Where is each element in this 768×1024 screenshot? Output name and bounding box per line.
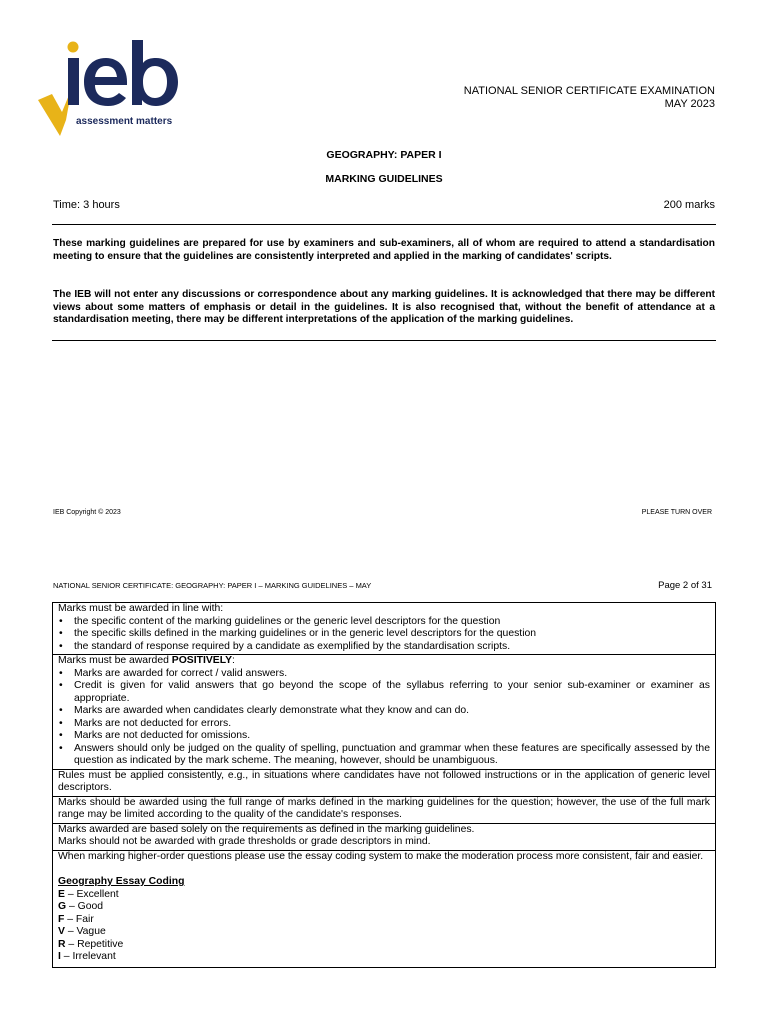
list-item: • Marks are not deducted for errors. [58, 718, 710, 731]
code-letter: G [58, 901, 67, 912]
essay-coding-title: Geography Essay Coding [58, 876, 185, 887]
code-meaning: – Good [66, 901, 104, 912]
row5-line2: Marks should not be awarded with grade thresholds or grade descriptors in mind. [58, 836, 431, 847]
table-row [53, 796, 716, 823]
table-cell [53, 823, 716, 850]
code-meaning: – Repetitive [65, 938, 124, 950]
subject-title: GEOGRAPHY: PAPER I [326, 149, 442, 161]
row2-colon: : [232, 655, 235, 666]
list-item: • Marks are awarded when candidates clearly demonstrate what they know and can do. [58, 705, 710, 718]
code-meaning: – Vague [64, 926, 106, 937]
row2-list [58, 668, 710, 768]
intro-paragraph-2: The IEB will not enter any discussions or correspondence about any marking guidelines. It is acknowledged that there may be different views about some matters of emphasis or detail in the guidelines. It is also recognised that, without the benefit of attendance at a standardisation meeting, there may be different interpretations of the application of the marking guidelines. [53, 289, 715, 326]
ieb-logo-graphic [36, 38, 196, 138]
list-item: • the specific skills defined in the marking guidelines or in the generic level descriptors for the question [58, 628, 710, 641]
code-meaning: – Irrelevant [60, 951, 116, 962]
list-item: • Marks are not deducted for omissions. [58, 730, 710, 743]
row1-intro: Marks must be awarded in line with: [58, 603, 224, 614]
document-title: MARKING GUIDELINES [325, 173, 443, 185]
code-letter: F [58, 913, 65, 925]
page-number: Page 2 of 31 [658, 580, 712, 591]
list-item: • the specific content of the marking guidelines or the generic level descriptors for the question [58, 616, 710, 629]
row1-list [58, 616, 710, 654]
table-row [53, 850, 716, 967]
table-cell: Rules must be applied consistently, e.g., in situations where candidates have not followed instructions or in the application of generic level descriptors. [53, 769, 716, 796]
total-marks: 200 marks [663, 199, 715, 211]
divider-top [52, 224, 716, 225]
exam-name: NATIONAL SENIOR CERTIFICATE EXAMINATION [463, 85, 715, 97]
row6-text: When marking higher-order questions please use the essay coding system to make the moderation process more consistent, fair and easier. [58, 850, 704, 862]
code-item [58, 889, 710, 902]
table-row [53, 655, 716, 770]
list-item: • Credit is given for valid answers that go beyond the scope of the syllabus referring to your senior sub-examiner or examiner as appropriate. [58, 680, 710, 705]
marking-principles-table [52, 602, 716, 968]
exam-date: MAY 2023 [664, 98, 715, 110]
logo-tagline: assessment matters [76, 116, 173, 127]
exam-header [464, 85, 715, 111]
code-letter: V [58, 926, 65, 937]
code-item [58, 939, 710, 952]
table-cell [53, 850, 716, 967]
code-item [58, 951, 710, 964]
time-allowed: Time: 3 hours [53, 199, 120, 211]
table-row [53, 823, 716, 850]
code-letter: I [58, 951, 61, 962]
running-head: NATIONAL SENIOR CERTIFICATE: GEOGRAPHY: PAPER I – MARKING GUIDELINES – MAY [53, 581, 372, 590]
table-cell [53, 655, 716, 770]
code-meaning: – Excellent [64, 888, 119, 900]
table-cell: Marks should be awarded using the full range of marks defined in the marking guidelines for the question; however, the use of the full mark range may be limited according to the quality of the candidate's responses. [53, 796, 716, 823]
list-item: • Answers should only be judged on the quality of spelling, punctuation and grammar when these features are specifically assessed by the question as indicated by the mark scheme. The meaning, however, should be unambiguous. [58, 743, 710, 768]
row2-intro [58, 655, 710, 668]
copyright: IEB Copyright © 2023 [53, 509, 121, 516]
intro-paragraph-1: These marking guidelines are prepared for use by examiners and sub-examiners, all of whom are required to attend a standardisation meeting to ensure that the guidelines are consistently interpreted and applied in the marking of candidates' scripts. [53, 238, 715, 262]
list-item: • Marks are awarded for correct / valid answers. [58, 668, 710, 681]
table-row [53, 603, 716, 655]
table-row [53, 769, 716, 796]
row5-line1: Marks awarded are based solely on the requirements as defined in the marking guidelines. [58, 823, 475, 835]
code-meaning: – Fair [64, 913, 94, 925]
divider-bottom [52, 340, 716, 341]
code-item [58, 914, 710, 927]
code-item [58, 926, 710, 939]
logo-dot-icon [68, 42, 79, 53]
list-item: • the standard of response required by a candidate as exemplified by the standardisation scripts. [58, 641, 710, 654]
code-letter: R [58, 938, 66, 950]
please-turn-over: PLEASE TURN OVER [641, 509, 712, 516]
code-item [58, 901, 710, 914]
table-cell [53, 603, 716, 655]
ieb-logo [36, 38, 196, 138]
positively-emphasis: POSITIVELY [171, 655, 233, 666]
row2-intro-text: Marks must be awarded [58, 655, 172, 666]
code-letter: E [58, 888, 65, 900]
